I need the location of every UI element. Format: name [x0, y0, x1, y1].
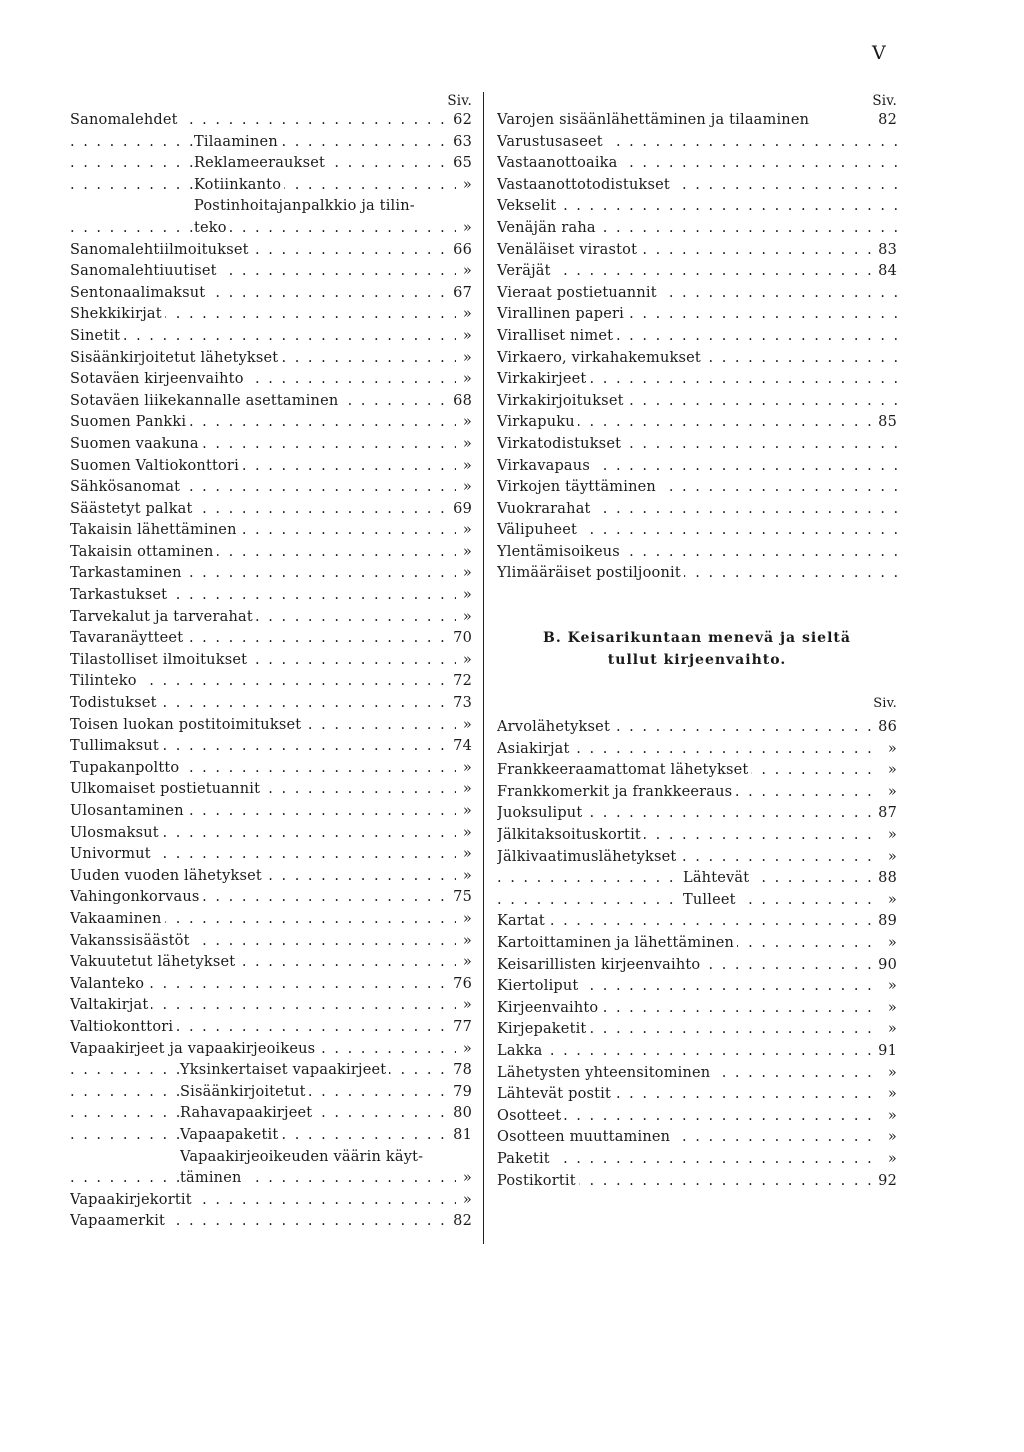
- index-entry: [70, 1147, 472, 1169]
- entry-term: Toisen luokan postitoimitukset: [70, 717, 304, 733]
- index-entry: [497, 110, 897, 132]
- entry-term: Virallinen paperi: [497, 306, 627, 322]
- entry-page: 75: [449, 887, 472, 909]
- entry-term: Frankkeeraamattomat lähetykset: [497, 762, 751, 778]
- entry-term: Kotiinkanto: [194, 177, 284, 193]
- entry-page: 83: [874, 240, 897, 262]
- entry-term: Tavaranäytteet: [70, 630, 186, 646]
- entry-term: Postikortit: [497, 1173, 579, 1189]
- index-entry: [497, 304, 897, 326]
- entry-term: Viralliset nimet: [497, 328, 616, 344]
- index-list-left: [70, 110, 472, 1233]
- index-entry: [497, 261, 897, 283]
- entry-term: Veräjät: [497, 263, 554, 279]
- entry-term: Suomen vaakuna: [70, 436, 202, 452]
- entry-term: Valtakirjat: [70, 997, 151, 1013]
- index-entry: [497, 1171, 897, 1193]
- entry-term: Vapaamerkit: [70, 1213, 168, 1229]
- entry-term: Valtiokonttori: [70, 1019, 176, 1035]
- entry-page: 87: [874, 803, 897, 825]
- entry-page: »: [456, 304, 472, 326]
- index-entry: [70, 779, 472, 801]
- index-list-right-bottom: [497, 717, 897, 1192]
- entry-page: »: [881, 1084, 897, 1106]
- index-entry: [497, 976, 897, 998]
- entry-term: Tarvekalut ja tarverahat: [70, 609, 256, 625]
- entry-term: täminen: [180, 1170, 245, 1186]
- entry-page: 62: [449, 110, 472, 132]
- index-entry: [497, 434, 897, 456]
- entry-term: Lähtevät postit: [497, 1086, 614, 1102]
- entry-term: Asiakirjat: [497, 741, 573, 757]
- entry-term: Ulosantaminen: [70, 803, 187, 819]
- entry-page: 72: [449, 671, 472, 693]
- entry-term: Kirjepaketit: [497, 1021, 589, 1037]
- entry-page: 70: [449, 628, 472, 650]
- index-entry: [70, 369, 472, 391]
- entry-page: 73: [449, 693, 472, 715]
- entry-page: »: [456, 261, 472, 283]
- entry-page: »: [456, 866, 472, 888]
- entry-term: Juoksuliput: [497, 805, 585, 821]
- entry-term: Tulleet: [683, 892, 739, 908]
- entry-term: Vapaapaketit: [180, 1127, 281, 1143]
- index-entry: [70, 1125, 472, 1147]
- entry-page: »: [456, 779, 472, 801]
- index-entry: [497, 998, 897, 1020]
- entry-term: Sentonaalimaksut: [70, 285, 208, 301]
- entry-term: Vastaanottotodistukset: [497, 177, 673, 193]
- index-entry: [497, 369, 897, 391]
- entry-term: Ulosmaksut: [70, 825, 162, 841]
- index-entry: [70, 520, 472, 542]
- index-entry: [70, 175, 472, 197]
- entry-page: 65: [449, 153, 472, 175]
- index-entry: [497, 240, 897, 262]
- entry-page: »: [456, 801, 472, 823]
- entry-page: »: [881, 782, 897, 804]
- index-entry: [497, 153, 897, 175]
- index-entry: [497, 1019, 897, 1041]
- index-entry: [70, 391, 472, 413]
- entry-page: 79: [449, 1082, 472, 1104]
- entry-term: Virkojen täyttäminen: [497, 479, 659, 495]
- entry-page: »: [456, 931, 472, 953]
- index-entry: [70, 456, 472, 478]
- entry-page: »: [881, 847, 897, 869]
- entry-term: Venäjän raha: [497, 220, 599, 236]
- entry-term: Lähtevät: [683, 870, 752, 886]
- entry-page: »: [881, 976, 897, 998]
- entry-page: »: [456, 369, 472, 391]
- entry-page: »: [456, 218, 472, 240]
- entry-page: »: [881, 1063, 897, 1085]
- entry-term: Tilinteko: [70, 673, 140, 689]
- index-entry: [70, 909, 472, 931]
- index-entry: [70, 1168, 472, 1190]
- index-entry: [70, 736, 472, 758]
- entry-page: 63: [449, 132, 472, 154]
- entry-page: »: [456, 542, 472, 564]
- index-entry: [497, 847, 897, 869]
- index-entry: [497, 520, 897, 542]
- index-entry: [70, 844, 472, 866]
- entry-term: Vakaaminen: [70, 911, 165, 927]
- index-entry: [70, 1039, 472, 1061]
- entry-term: Vapaakirjekortit: [70, 1192, 195, 1208]
- entry-term: Sotaväen kirjeenvaihto: [70, 371, 247, 387]
- index-entry: [497, 890, 897, 912]
- index-entry: [70, 693, 472, 715]
- entry-term: Sotaväen liikekannalle asettaminen: [70, 393, 341, 409]
- index-entry: [497, 499, 897, 521]
- index-entry: [497, 542, 897, 564]
- entry-term: Todistukset: [70, 695, 160, 711]
- index-entry: [497, 717, 897, 739]
- entry-term: Suomen Pankki: [70, 414, 189, 430]
- entry-term: Sinetit: [70, 328, 123, 344]
- section-heading-line1: B. Keisarikuntaan menevä ja sieltä: [543, 630, 851, 647]
- entry-page: »: [456, 952, 472, 974]
- index-entry: [497, 563, 897, 585]
- index-entry: [497, 1063, 897, 1085]
- entry-page: 90: [874, 955, 897, 977]
- entry-page: 74: [449, 736, 472, 758]
- siv-header: Siv.: [447, 93, 472, 109]
- index-entry: [70, 1082, 472, 1104]
- entry-term: Keisarillisten kirjeenvaihto: [497, 957, 703, 973]
- entry-page: 66: [449, 240, 472, 262]
- entry-page: 84: [874, 261, 897, 283]
- entry-page: 82: [874, 110, 897, 132]
- entry-term: Valanteko: [70, 976, 147, 992]
- index-left-column: [70, 92, 472, 1233]
- entry-term: Rahavapaakirjeet: [180, 1105, 315, 1121]
- index-entry: [497, 868, 897, 890]
- index-entry: [70, 218, 472, 240]
- index-entry: [70, 563, 472, 585]
- section-heading-line2: tullut kirjeenvaihto.: [607, 652, 787, 669]
- index-entry: [497, 412, 897, 434]
- index-entry: [497, 175, 897, 197]
- entry-term: Jälkivaatimuslähetykset: [497, 849, 679, 865]
- entry-page: »: [456, 823, 472, 845]
- entry-page: »: [456, 995, 472, 1017]
- index-entry: [497, 218, 897, 240]
- entry-term: Sähkösanomat: [70, 479, 183, 495]
- index-entry: [497, 825, 897, 847]
- entry-term: Lakka: [497, 1043, 546, 1059]
- index-entry: [497, 477, 897, 499]
- index-entry: [70, 1211, 472, 1233]
- entry-term: Virkakirjoitukset: [497, 393, 627, 409]
- entry-page: »: [456, 456, 472, 478]
- index-entry: [70, 542, 472, 564]
- entry-page: 89: [874, 911, 897, 933]
- index-entry: [70, 801, 472, 823]
- entry-term: Vahingonkorvaus: [70, 889, 203, 905]
- index-entry: [70, 974, 472, 996]
- entry-term: Vekselit: [497, 198, 559, 214]
- index-entry: [497, 803, 897, 825]
- entry-term: Ylimääräiset postiljoonit: [497, 565, 684, 581]
- entry-term: Osotteen muuttaminen: [497, 1129, 673, 1145]
- entry-term: Virkavapaus: [497, 458, 593, 474]
- entry-term: Varojen sisäänlähettäminen ja tilaaminen: [497, 112, 812, 128]
- index-entry: [70, 607, 472, 629]
- index-entry: [70, 348, 472, 370]
- index-entry: [497, 739, 897, 761]
- entry-page: »: [881, 1127, 897, 1149]
- index-entry: [497, 456, 897, 478]
- index-entry: [497, 348, 897, 370]
- index-entry: [70, 952, 472, 974]
- index-entry: [70, 304, 472, 326]
- entry-term: Tullimaksut: [70, 738, 162, 754]
- index-right-column: [497, 92, 897, 1192]
- entry-page: »: [881, 1019, 897, 1041]
- index-entry: [497, 955, 897, 977]
- entry-term: Vakuutetut lähetykset: [70, 954, 238, 970]
- siv-header: Siv.: [873, 696, 897, 712]
- entry-term: Osotteet: [497, 1108, 564, 1124]
- page-number: V: [872, 42, 886, 64]
- index-entry: [70, 499, 472, 521]
- index-entry: [70, 823, 472, 845]
- index-entry: [70, 477, 472, 499]
- entry-page: »: [456, 1190, 472, 1212]
- entry-term: Vuokrarahat: [497, 501, 594, 517]
- entry-page: 68: [449, 391, 472, 413]
- entry-page: »: [881, 998, 897, 1020]
- entry-term: Jälkitaksoituskortit: [497, 827, 644, 843]
- index-entry: [497, 1106, 897, 1128]
- entry-term: Arvolähetykset: [497, 719, 613, 735]
- entry-page: 92: [874, 1171, 897, 1193]
- index-entry: [70, 196, 472, 218]
- entry-page: »: [456, 563, 472, 585]
- index-entry: [497, 1084, 897, 1106]
- entry-term: Frankkomerkit ja frankkeeraus: [497, 784, 735, 800]
- entry-term: Ylentämisoikeus: [497, 544, 623, 560]
- entry-page: »: [456, 520, 472, 542]
- index-entry: [70, 931, 472, 953]
- index-entry: [497, 1127, 897, 1149]
- entry-page: »: [456, 585, 472, 607]
- entry-term: Varustusaseet: [497, 134, 606, 150]
- section-heading: [497, 627, 897, 671]
- index-entry: [70, 628, 472, 650]
- entry-page: »: [881, 890, 897, 912]
- entry-term: Reklameeraukset: [194, 155, 328, 171]
- entry-term: Sisäänkirjoitetut lähetykset: [70, 350, 281, 366]
- entry-page: »: [881, 825, 897, 847]
- entry-term: Välipuheet: [497, 522, 580, 538]
- index-entry: [70, 650, 472, 672]
- entry-term: Shekkikirjat: [70, 306, 165, 322]
- entry-term: Uuden vuoden lähetykset: [70, 868, 265, 884]
- entry-term: Sanomalehtiuutiset: [70, 263, 220, 279]
- index-entry: [497, 760, 897, 782]
- entry-term: Virkaero, virkahakemukset: [497, 350, 704, 366]
- entry-term: Kiertoliput: [497, 978, 581, 994]
- entry-term: Tilastolliset ilmoitukset: [70, 652, 250, 668]
- entry-term: Vieraat postietuannit: [497, 285, 660, 301]
- index-entry: [70, 671, 472, 693]
- index-entry: [70, 1060, 472, 1082]
- entry-term: Sisäänkirjoitetut: [180, 1084, 309, 1100]
- index-entry: [70, 1103, 472, 1125]
- entry-term: Takaisin ottaminen: [70, 544, 217, 560]
- index-entry: [497, 1041, 897, 1063]
- entry-term: Sanomalehdet: [70, 112, 181, 128]
- entry-page: »: [456, 1039, 472, 1061]
- index-entry: [70, 240, 472, 262]
- entry-page: »: [881, 1106, 897, 1128]
- index-entry: [497, 132, 897, 154]
- entry-term: Tupakanpoltto: [70, 760, 182, 776]
- index-entry: [70, 283, 472, 305]
- column-divider: [483, 92, 484, 1244]
- entry-page: »: [456, 650, 472, 672]
- entry-page: 88: [874, 868, 897, 890]
- entry-page: »: [456, 607, 472, 629]
- entry-term: Vapaakirjeoikeuden väärin käyt-: [180, 1149, 426, 1165]
- entry-page: »: [881, 760, 897, 782]
- entry-term: Postinhoitajanpalkkio ja tilin-: [194, 198, 418, 214]
- entry-term: Virkapuku: [497, 414, 578, 430]
- entry-term: Takaisin lähettäminen: [70, 522, 240, 538]
- entry-term: Virkatodistukset: [497, 436, 624, 452]
- index-entry: [70, 1190, 472, 1212]
- entry-page: 81: [449, 1125, 472, 1147]
- entry-page: »: [456, 326, 472, 348]
- entry-term: Kirjeenvaihto: [497, 1000, 601, 1016]
- entry-page: »: [456, 348, 472, 370]
- entry-term: Sanomalehtiilmoitukset: [70, 242, 252, 258]
- index-entry: [70, 715, 472, 737]
- index-entry: [70, 153, 472, 175]
- entry-page: 77: [449, 1017, 472, 1039]
- index-entry: [70, 585, 472, 607]
- entry-page: »: [456, 758, 472, 780]
- entry-term: Kartoittaminen ja lähettäminen: [497, 935, 737, 951]
- entry-term: Vastaanottoaika: [497, 155, 621, 171]
- index-entry: [497, 1149, 897, 1171]
- entry-page: »: [456, 715, 472, 737]
- index-entry: [70, 434, 472, 456]
- index-entry: [70, 110, 472, 132]
- entry-page: »: [881, 933, 897, 955]
- siv-header: Siv.: [872, 93, 897, 109]
- entry-term: Kartat: [497, 913, 548, 929]
- entry-term: Tarkastukset: [70, 587, 170, 603]
- entry-page: 80: [449, 1103, 472, 1125]
- entry-page: 76: [449, 974, 472, 996]
- entry-term: Vakanssisäästöt: [70, 933, 193, 949]
- entry-page: »: [456, 434, 472, 456]
- entry-page: »: [456, 412, 472, 434]
- entry-page: 91: [874, 1041, 897, 1063]
- index-entry: [70, 261, 472, 283]
- index-entry: [70, 1017, 472, 1039]
- entry-page: 85: [874, 412, 897, 434]
- entry-page: 82: [449, 1211, 472, 1233]
- index-entry: [497, 326, 897, 348]
- entry-page: »: [456, 175, 472, 197]
- entry-term: Yksinkertaiset vapaakirjeet: [180, 1062, 389, 1078]
- index-entry: [70, 887, 472, 909]
- index-entry: [70, 326, 472, 348]
- entry-term: Tilaaminen: [194, 134, 281, 150]
- index-entry: [70, 995, 472, 1017]
- entry-term: Säästetyt palkat: [70, 501, 196, 517]
- entry-term: teko: [194, 220, 230, 236]
- entry-term: Univormut: [70, 846, 154, 862]
- index-entry: [497, 283, 897, 305]
- entry-term: Tarkastaminen: [70, 565, 185, 581]
- index-entry: [497, 911, 897, 933]
- entry-term: Ulkomaiset postietuannit: [70, 781, 263, 797]
- index-entry: [70, 758, 472, 780]
- entry-page: »: [456, 909, 472, 931]
- entry-term: Virkakirjeet: [497, 371, 589, 387]
- index-entry: [70, 412, 472, 434]
- entry-term: Lähetysten yhteensitominen: [497, 1065, 713, 1081]
- index-list-right-top: [497, 110, 897, 585]
- entry-page: 86: [874, 717, 897, 739]
- index-entry: [70, 132, 472, 154]
- index-entry: [497, 391, 897, 413]
- entry-page: »: [456, 844, 472, 866]
- entry-page: »: [456, 477, 472, 499]
- index-entry: [497, 196, 897, 218]
- entry-page: 78: [449, 1060, 472, 1082]
- entry-page: 67: [449, 283, 472, 305]
- index-entry: [70, 866, 472, 888]
- entry-term: Suomen Valtiokonttori: [70, 458, 242, 474]
- entry-term: Venäläiset virastot: [497, 242, 640, 258]
- index-entry: [497, 782, 897, 804]
- entry-page: »: [881, 739, 897, 761]
- entry-page: »: [881, 1149, 897, 1171]
- index-entry: [497, 933, 897, 955]
- entry-page: 69: [449, 499, 472, 521]
- entry-page: »: [456, 1168, 472, 1190]
- entry-term: Paketit: [497, 1151, 553, 1167]
- entry-term: Vapaakirjeet ja vapaakirjeoikeus: [70, 1041, 318, 1057]
